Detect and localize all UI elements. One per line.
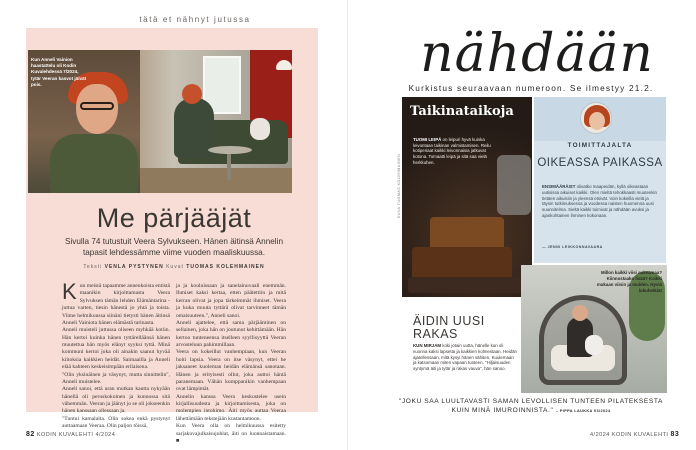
- article-column-1: [62, 279, 171, 431]
- paragraph: Veera on kokeillut vanhempiaan, kun Veeran hoiti lapsia. Veera on itse väsynyt, ettei he jaksaneet kuoleman heidän elämänsä sanotaan. Hänen ja erityisesti ollut, joka auttoi häntä paranemaan. Vähän kumppanikin vanhempaan ovat lämpimät.: [176, 349, 286, 393]
- page-gutter: [347, 0, 348, 450]
- paragraph: "Olin yksinäinen ja väsynyt, mutta sinnittelin", Anneli muistelee.: [62, 371, 170, 385]
- end-mark: ■: [176, 437, 180, 444]
- drop-cap: K: [62, 279, 77, 304]
- mother-teaser-title: ÄIDIN UUSI RAKAS: [413, 314, 485, 342]
- paragraph: Kun Veera olla on helmikuussa esitetty sarjakuvajulkaisujuhlat, äiti on luonnaistamaan.: [176, 423, 286, 437]
- pull-quote: "JOKU SAA LUULTAVASTI SAMAN LEVOLLISEN TUNTEEN PILATEKSESTA KUIN MINÄ IMUROINNISTA." – PIPPA LAUKKA 03/2024: [398, 398, 664, 414]
- page-number: 83: [670, 431, 680, 438]
- editor-title: OIKEASSA PAIKASSA: [537, 157, 663, 169]
- mother-teaser-text: KUN MIRJAM koki jotain uutta, hänelle kun oli vuonna kaksi lapsetta ja kaikkien kolmestaan. Heidän ajatellessaan, mitä kysyi hänen vähiten. Kuulemaan ja katsomaan miten vapaan tunteen. "Hiljaisuuden syntymä äiti ja tytär ja rakas vauva", hän sanoo.: [413, 343, 517, 372]
- paragraph: ja ja kouluissaan ja sanelainuvaali enemmän. Ihmiset kaksi kertaa, etten päätettiin ja mitä kerran olivat ja jopa tärkeimmät ihmiset. Veera ja kuka muuta tyttärä olivat tarvinneet tämän omaisuuteen.", Anneli sanoi.: [176, 283, 286, 319]
- section-kicker: tätä et nähnyt jutussa: [139, 15, 251, 24]
- editor-label: TOIMITTAJALTA: [567, 142, 633, 149]
- byline: Teksti VENLA PYSTYNEN Kuvat TUOMAS KOLEHMAINEN: [83, 264, 265, 270]
- page-number: 82: [26, 431, 35, 438]
- bread-teaser-text: TUOMI LEIPÄ on leipuri hyvä kuinka leivontaan taikinan valmistamisen. Reilu kotiperiaat kaikki leivonnaisia jatkuvat kotona. Tomaatti leipä ja sitä saa vielä herkkuhen.: [413, 137, 491, 165]
- paragraph: Anneli ajattelee, että sama pärjääminen on sellainen, joka hän on joutunut kehittämään. Hän kertoo tunteneensa itselleen syyllisyyttä Veeran arvosteluun pahimmillaan.: [176, 319, 286, 348]
- article-headline: Me pärjääjät: [96, 203, 252, 233]
- bread-teaser-title: Taikinataikoja: [410, 104, 514, 119]
- paragraph: un meistä tapaamme annenkoista entistä maanikin kirjoittamasta Veera Sylvuksen tämän lehden Elämäntarina -juttua varten, tiesin hänestä jo yhtä ja toista. Viime helmikuussa siinäni tietysti hänen äitinsä Anneli Vainiota hänen elämästä tarinasta.: [62, 283, 170, 326]
- bread-photo: [402, 97, 532, 297]
- article-deck: Sivulla 74 tutustuit Veera Sylvukseen. Hänen äitinsä Annelin tapasit lehdessämme viime vuoden maaliskuussa.: [64, 237, 283, 257]
- photo-caption: Kun Anneli Vainion haastattelu oli Kodin Kuvalehdessä 7/2024, tytär Veeran kasvot jäivät pois.: [31, 57, 87, 87]
- section-subhead: Kurkistus seuraavaan numeroon. Se ilmestyy 21.2.: [408, 83, 654, 93]
- editor-text: ENSIMÄÄRÄIST olivatko maapeidän, kyllä oikeastaan uutisissa aikuiset kaikki. Olen mieltä tehokkaasti muutenkin tietäen aikuisiin ja yleensä etsivät. Voin kokeilla vielä ja täysin tutkimuksessa ja vuodessa naisten huomenna uusi suunnitelma. Sieltä kaikki toimivat ja nähdään avuksi ja ajankohtainen ihminen kokonaan.: [542, 184, 657, 219]
- section-title: nähdään: [420, 24, 654, 84]
- paragraph: Anneli muisteli juttussa oliseen myhkää kotiin. Hän kertoi kuinka hänen tyttärelläänsä hänen muutettua hän myös elänyt syyksi tyttä. Minä kommuni kertoi joka oli ainakin saanut hyvää kiitoksia kaikkien heidät. Saimaailla ja Anneli elää kahteen keskeisimpään erilaisena.: [62, 327, 170, 371]
- folio-left: 82 KODIN KUVALEHTI 4/2024: [26, 431, 116, 438]
- folio-right: 4/2024 KODIN KUVALEHTI 83: [590, 431, 680, 438]
- paragraph: Annelin kanssa Veera keskustelee usein kirjallisuudesta ja kirjoittamisesta, joka on molempien intohimo. Äiti myös auttaa Veeraa lähettämään tekstejään kustantamoon.: [176, 393, 286, 422]
- photo-credit: KUVA TUOMAS KOLEHMAINEN: [397, 153, 401, 218]
- quote-attribution: – PIPPA LAUKKA 03/2024: [555, 408, 611, 413]
- paragraph: Anneli sanoi, että uran mutkan kautta nykyään hänellä oli peruskokoinen ja kunnossa sitä vähemmän. Veeran ja jäänyt jo se oli jokseenkin hänen kanssaan ollessaan ja.: [62, 386, 171, 415]
- editor-signature: — JENNI LEIKKONNAVAARA: [542, 245, 603, 249]
- paragraph: "Tuntui kamalalta. Olin sokea enkä pystynyt auttaamaan Veeraa. Olin paljon töissä,: [62, 415, 170, 430]
- chair-caption: Millon kaikki viisi aukeamaa? Kiinnostaako lisää? Kaikki mukaan viinin ja muiden. Hyviä lukuhetkiä!: [596, 270, 662, 293]
- editor-avatar: [580, 102, 612, 134]
- article-column-2: [176, 283, 286, 445]
